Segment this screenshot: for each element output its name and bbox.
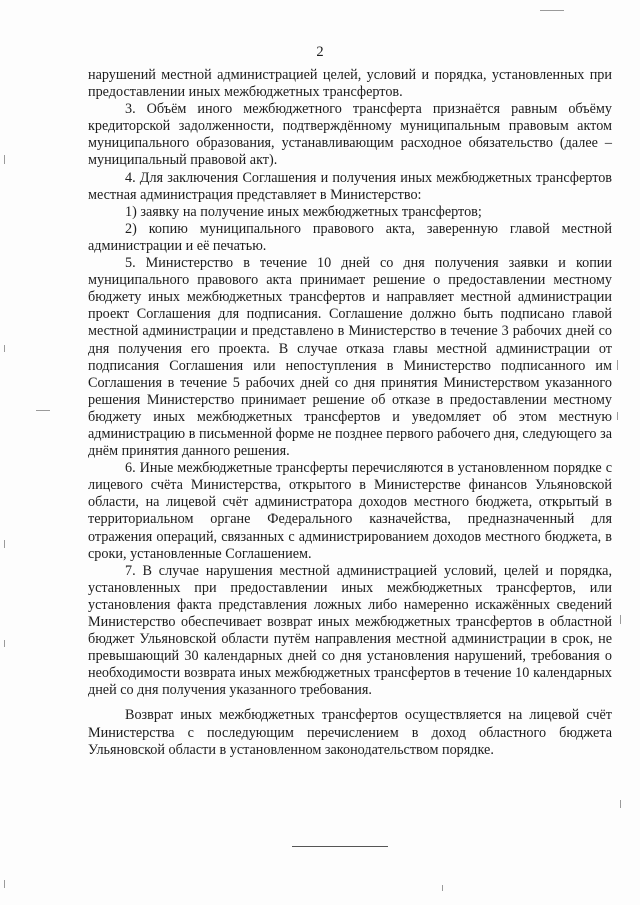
document-body [88,67,612,759]
scan-artifact [617,360,618,370]
scan-artifact [4,880,5,888]
scan-artifact [620,800,621,808]
end-of-text-rule [292,846,388,847]
scan-artifact [442,885,443,891]
paragraph-clause-3: 3. Объём иного межбюджетного трансферта признаётся равным объёму кредиторской задолженности, подтверждённому муниципальным правовым актом муниципального образования, устанавливающим расходное обязательство (далее – муниципальный правовой акт). [88,101,612,169]
paragraph-refund: Возврат иных межбюджетных трансфертов осуществляется на лицевой счёт Министерства с последующим перечислением в доход областного бюджета Ульяновской области в установленном законодательством порядке. [88,707,612,758]
scan-artifact [617,412,618,420]
paragraph-clause-4: 4. Для заключения Соглашения и получения иных межбюджетных трансфертов местная администрация представляет в Министерство: [88,169,612,203]
page-number: 2 [316,44,324,60]
paragraph-item-2: 2) копию муниципального правового акта, заверенную главой местной администрации и её печатью. [88,220,612,254]
scan-artifact [4,345,5,352]
scan-artifact [540,10,564,11]
scan-artifact [4,540,5,548]
scan-artifact [620,615,621,624]
paragraph-item-1: 1) заявку на получение иных межбюджетных трансфертов; [125,203,482,220]
scan-artifact [4,640,5,647]
paragraph-clause-6: 6. Иные межбюджетные трансферты перечисляются в установленном порядке с лицевого счёта Министерства, открытого в Министерстве финансов Ульяновской области, на лицевой счёт администратора доходов местного бюджета, открытый в территориальном органе Федерального казначейства, предназначенный для отражения операций, связанных с администрированием доходов местного бюджета, в сроки, установленные Соглашением. [88,460,612,562]
paragraph-continuation: нарушений местной администрацией целей, условий и порядка, установленных при предоставлении иных межбюджетных трансфертов. [88,67,612,101]
paragraph-clause-7: 7. В случае нарушения местной администрацией условий, целей и порядка, установленных при предоставлении иных межбюджетных трансфертов, или установления факта представления ложных либо намеренно искажённых сведений Министерство обеспечивает возврат иных межбюджетных трансфертов в областной бюджет Ульяновской области путём направления местной администрации в срок, не превышающий 30 календарных дней со дня установления нарушений, требования о необходимости возврата иных межбюджетных трансфертов в течение 10 календарных дней со дня получения указанного требования. [88,562,612,699]
scan-artifact [4,155,5,164]
scan-artifact [36,410,50,411]
paragraph-clause-5: 5. Министерство в течение 10 дней со дня получения заявки и копии муниципального правового акта принимает решение о предоставлении местному бюджету иных межбюджетных трансфертов и направляет местной администрации проект Соглашения для подписания. Соглашение должно быть подписано главой местной администрации и представлено в Министерство в течение 3 рабочих дней со дня получения его проекта. В случае отказа главы местной администрации от подписания Соглашения или непоступления в Министерство подписанного им Соглашения в течение 5 рабочих дней со дня принятия Министерством указанного решения Министерство принимает решение об отказе в предоставлении местному бюджету иных межбюджетных трансфертов и уведомляет об этом местную администрацию в письменной форме не позднее первого рабочего дня, следующего за днём принятия данного решения. [88,255,612,460]
